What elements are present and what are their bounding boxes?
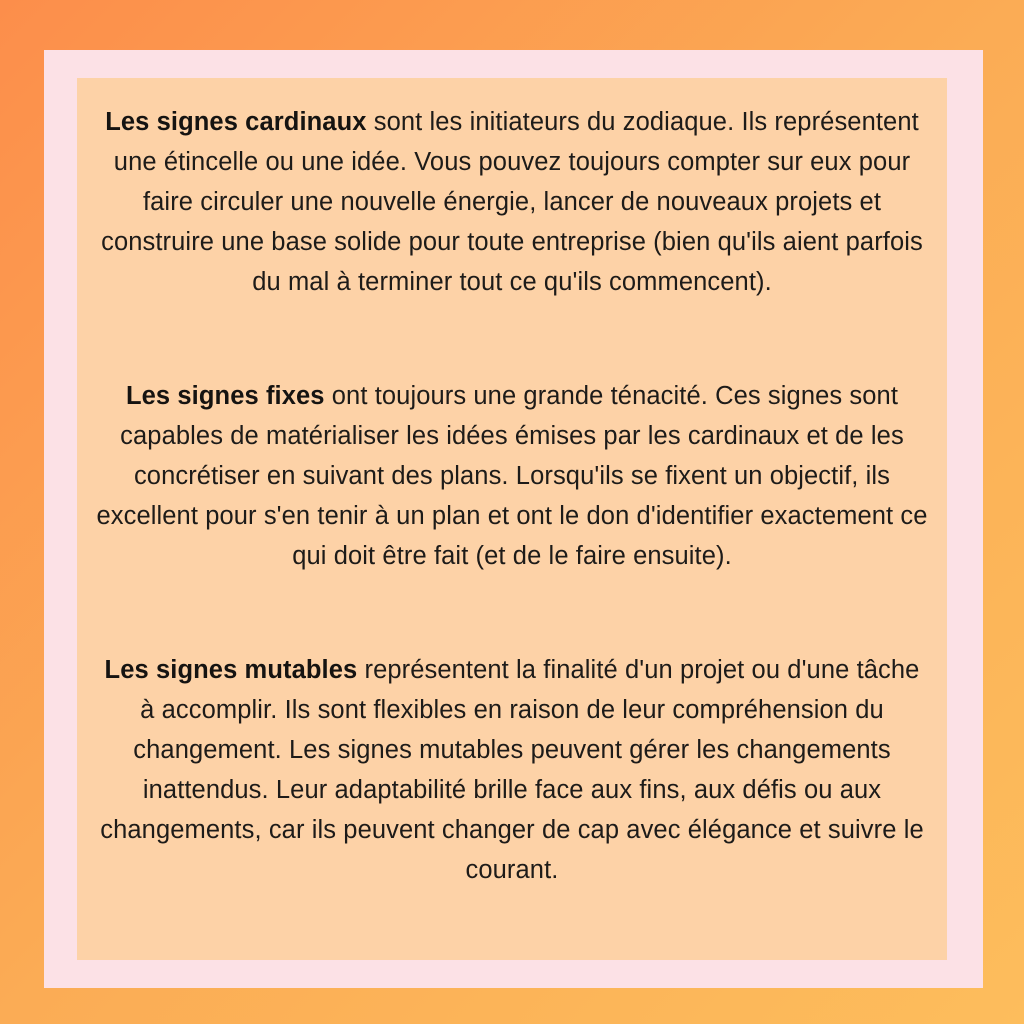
paragraph-mutable-signs [95, 650, 929, 890]
paragraph-fixed-signs [95, 376, 929, 576]
paragraph-fixed-lead: Les signes fixes [125, 382, 325, 410]
paragraph-cardinal-body: sont les initiateurs du zodiaque. Ils représentent une étincelle ou une idée. Vous pouvez toujours compter sur eux pour faire circuler une nouvelle énergie, lancer de nouveaux projets et construire une base solide pour toute entreprise (bien qu'ils aient parfois du mal à terminer tout ce qu'ils commencent). [101, 108, 923, 296]
text-card [77, 78, 947, 960]
paragraph-cardinal-lead: Les signes cardinaux [105, 108, 367, 136]
pink-frame [44, 50, 983, 988]
paragraph-fixed-body: ont toujours une grande ténacité. Ces signes sont capables de matérialiser les idées émises par les cardinaux et de les concrétiser en suivant des plans. Lorsqu'ils se fixent un objectif, ils excellent pour s'en tenir à un plan et ont le don d'identifier exactement ce qui doit être fait (et de le faire ensuite). [96, 382, 928, 570]
paragraph-mutable-body: représentent la finalité d'un projet ou d'une tâche à accomplir. Ils sont flexibles en raison de leur compréhension du changement. Les signes mutables peuvent gérer les changements inattendus. Leur adaptabilité brille face aux fins, aux défis ou aux changements, car ils peuvent changer de cap avec élégance et suivre le courant. [100, 656, 924, 884]
paragraph-mutable-lead: Les signes mutables [104, 656, 358, 684]
paragraph-cardinal-signs [95, 102, 929, 302]
